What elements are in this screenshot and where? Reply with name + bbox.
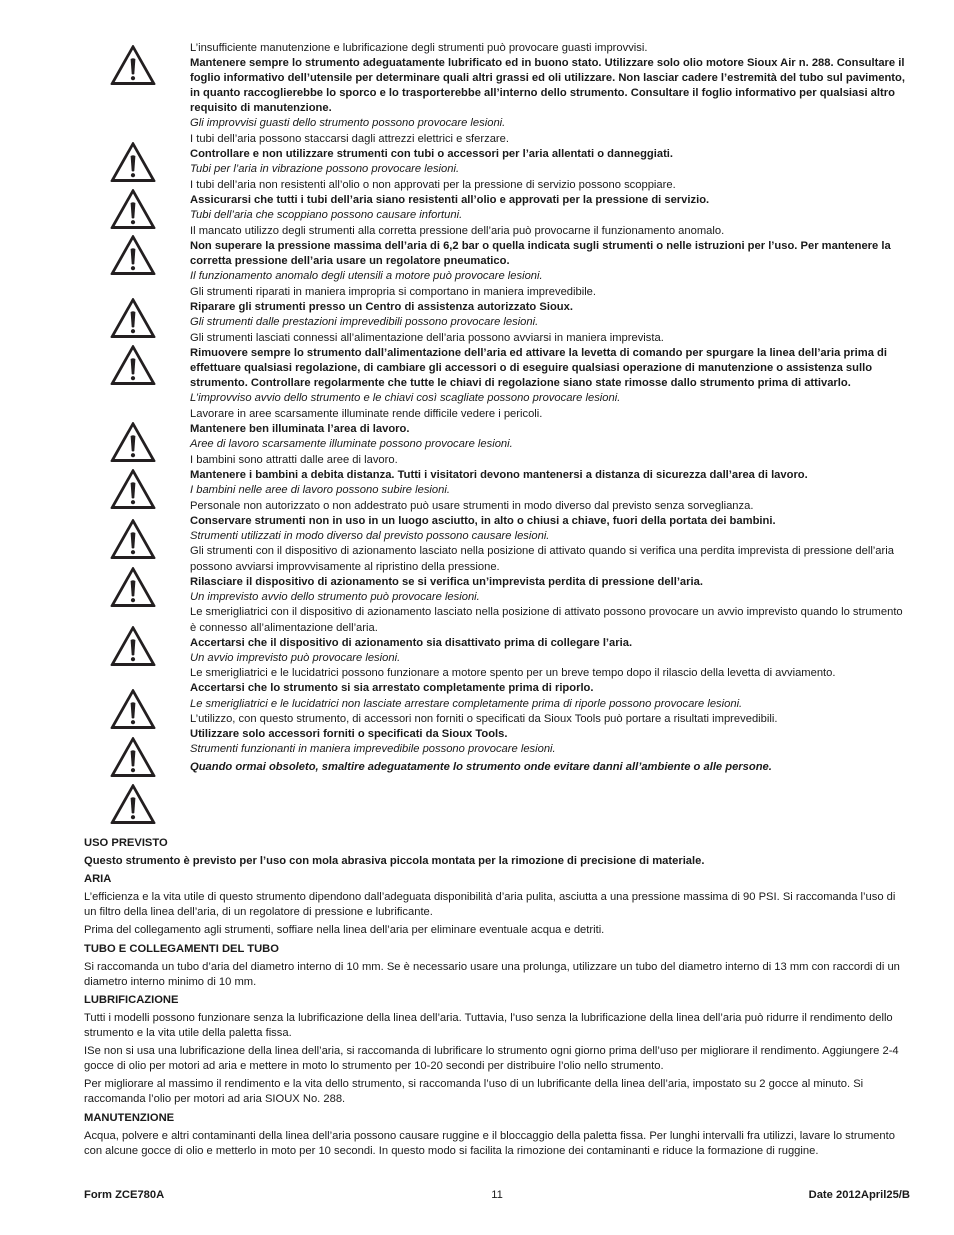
section-heading: LUBRIFICAZIONE (84, 993, 179, 1006)
warning-triangle-icon (110, 518, 156, 560)
warning-action-text: Accertarsi che lo strumento si sia arrestato completamente prima di riporlo. (190, 682, 594, 695)
warning-block (190, 712, 910, 757)
warning-hazard-text: L’utilizzo, con questo strumento, di accessori non forniti o specificati da Sioux Tools può portare a risultati imprevedibili. (190, 713, 778, 726)
warning-hazard-text: Lavorare in aree scarsamente illuminate rende difficile vedere i pericoli. (190, 407, 543, 420)
section-paragraph: Acqua, polvere e altri contaminanti della linea dell’aria possono causare ruggine e il bloccaggio della paletta fissa. Per lunghi intervalli fra utilizzi, lavare lo strumento con alcune gocce di olio e metterlo in moto per 10 secondi. In questo modo si facilita la rimozione dei contaminanti e riduce la formazione di ruggine. (84, 1129, 895, 1157)
warning-block (190, 544, 910, 604)
warning-triangle-icon (110, 141, 156, 183)
warning-triangle-icon (110, 736, 156, 778)
form-number: Form ZCE780A (84, 1189, 165, 1201)
section-uso-previsto (84, 836, 910, 869)
warning-consequence-text: Le smerigliatrici e le lucidatrici non lasciate arrestare completamente prima di riporle possono provocare lesioni. (190, 697, 743, 710)
warning-triangle-icon (110, 421, 156, 463)
section-paragraph: ISe non si usa una lubrificazione della linea dell’aria, si raccomanda di lubrificare lo strumento ogni giorno prima dell’uso per migliorare il rendimento. Aggiungere 2-4 gocce di olio per motori ad aria e mettere in moto lo strumento per 10-20 secondi per distribuire l’olio nello strumento. (84, 1045, 899, 1073)
section-aria (84, 872, 910, 938)
warning-triangle-icon (110, 625, 156, 667)
section-paragraph: Prima del collegamento agli strumenti, soffiare nella linea dell’aria per eliminare eventuale acqua e detriti. (84, 924, 605, 937)
section-paragraph: Per migliorare al massimo il rendimento e la vita dello strumento, si raccomanda l’uso di un lubrificante della linea dell’aria, impostato su 2 gocce al minuto. Si raccomanda l’olio per motori ad aria SIOUX No. 288. (84, 1078, 864, 1106)
warning-block (190, 178, 910, 223)
warning-consequence-text: Gli improvvisi guasti dello strumento possono provocare lesioni. (190, 117, 506, 130)
warning-consequence-text: L’improvviso avvio dello strumento e le chiavi così scagliate possono provocare lesioni. (190, 392, 621, 405)
section-heading: USO PREVISTO (84, 837, 168, 849)
warning-block (190, 407, 910, 452)
warning-block (190, 453, 910, 498)
warning-hazard-text: I bambini sono attratti dalle aree di lavoro. (190, 453, 398, 466)
warning-triangle-icon (110, 344, 156, 386)
page-footer (84, 1189, 910, 1205)
warning-triangle-icon (110, 297, 156, 339)
warning-hazard-text: Gli strumenti lasciati connessi all’alimentazione dell’aria possono avviarsi in maniera imprevista. (190, 331, 664, 344)
warning-action-text: Controllare e non utilizzare strumenti con tubi o accessori per l’aria allentati o danneggiati. (190, 148, 674, 161)
warning-hazard-text: Le smerigliatrici con il dispositivo di azionamento lasciato nella posizione di attivato possono provocare un avvio imprevisto quando lo strumento è connesso all’alimentazione dell’aria. (190, 606, 903, 634)
warning-consequence-text: Gli strumenti dalle prestazioni imprevedibili possono provocare lesioni. (190, 316, 539, 329)
warning-consequence-text: Tubi dell’aria che scoppiano possono causare infortuni. (190, 209, 463, 222)
warning-block (190, 41, 910, 132)
warning-hazard-text: Personale non autorizzato o non addestrato può usare strumenti in modo diverso dal previsto senza sorveglianza. (190, 499, 754, 512)
safety-warnings (190, 41, 910, 786)
warning-hazard-text: Gli strumenti con il dispositivo di azionamento lasciato nella posizione di attivato quando si verifica una perdita imprevista di pressione dell’aria possono avviarsi improvvisamente al ripristino della pressione. (190, 545, 894, 573)
warning-action-text: Conservare strumenti non in uso in un luogo asciutto, in alto o chiusi a chiave, fuori della portata dei bambini. (190, 514, 776, 527)
warning-block (190, 499, 910, 544)
warning-action-text: Mantenere sempre lo strumento adeguatamente lubrificato ed in buono stato. Utilizzare solo olio motore Sioux Air n. 288. Consultare il foglio informativo dell’utensile per determinare quali altri grassi ed oli utilizzare. Non lasciar cadere l’estremità del tubo sul pavimento, in quanto raccoglierebbe lo sporco e lo trasporterebbe all’interno dello strumento. Consultare il foglio informativo per qualsiasi altro requisito di manutenzione. (190, 57, 905, 115)
warning-hazard-text: Le smerigliatrici e le lucidatrici possono funzionare a motore spento per un breve tempo dopo il rilascio della levetta di avviamento. (190, 667, 836, 680)
warning-action-text: Rimuovere sempre lo strumento dall’alimentazione dell’aria ed attivare la levetta di comando per spurgare la linea dell’aria prima di effettuare qualsiasi regolazione, di cambiare gli accessori o di eseguire qualsiasi operazione di manutenzione o assistenza sullo strumento. Controllare regolarmente che tutte le chiavi di regolazione siano state rimosse dallo strumento prima di attivarlo. (190, 346, 887, 390)
section-manutenzione (84, 1111, 910, 1159)
warning-consequence-text: Aree di lavoro scarsamente illuminate possono provocare lesioni. (190, 438, 513, 450)
warning-hazard-text: I tubi dell’aria possono staccarsi dagli attrezzi elettrici e sferzare. (190, 133, 509, 146)
warning-block (190, 666, 910, 711)
instruction-sections (84, 836, 910, 1162)
warning-action-text: Riparare gli strumenti presso un Centro di assistenza autorizzato Sioux. (190, 300, 573, 313)
section-tubo (84, 942, 910, 990)
section-paragraph: Si raccomanda un tubo d’aria del diametro interno di 10 mm. Se è necessario usare una prolunga, utilizzare un tubo del diametro interno di 13 mm con raccordi di un diametro interno minimo di 10 mm. (84, 960, 900, 988)
warning-action-text: Mantenere ben illuminata l’area di lavoro. (190, 422, 410, 435)
section-paragraph: L’efficienza e la vita utile di questo strumento dipendono dall’adeguata disponibilità d’aria pulita, asciutta a una pressione massima di 90 PSI. Si raccomanda l’uso di un filtro della linea dell’aria, di un regolatore di pressione e lubrificante. (84, 891, 896, 919)
section-heading: MANUTENZIONE (84, 1111, 175, 1124)
warning-action-text: Assicurarsi che tutti i tubi dell’aria siano resistenti all’olio e approvati per la pressione di servizio. (190, 194, 710, 207)
disposal-warning-text: Quando ormai obsoleto, smaltire adeguatamente lo strumento onde evitare danni all’ambiente o alle persone. (190, 760, 772, 773)
warning-triangle-icon (110, 188, 156, 230)
warning-consequence-text: Strumenti utilizzati in modo diverso dal previsto possono causare lesioni. (190, 529, 550, 542)
warning-triangle-icon (110, 688, 156, 730)
section-heading: TUBO E COLLEGAMENTI DEL TUBO (84, 942, 279, 955)
warning-action-text: Non superare la pressione massima dell’aria di 6,2 bar o quella indicata sugli strumenti o nelle istruzioni per l’uso. Per mantenere la corretta pressione dell’aria usare un regolatore pneumatico. (190, 240, 891, 268)
section-paragraph: Tutti i modelli possono funzionare senza la lubrificazione della linea dell’aria. Tuttavia, l’uso senza la lubrificazione della linea dell’aria può ridurre il rendimento dello strumento e la vita utile della paletta fissa. (84, 1011, 893, 1040)
warning-block (190, 605, 910, 665)
warning-triangle-icon (110, 468, 156, 510)
warning-block (190, 331, 910, 406)
page-number: 11 (491, 1189, 503, 1201)
warning-triangle-icon (110, 783, 156, 825)
warning-hazard-text: I tubi dell’aria non resistenti all’olio o non approvati per la pressione di servizio possono scoppiare. (190, 179, 676, 192)
warning-action-text: Mantenere i bambini a debita distanza. Tutti i visitatori devono mantenersi a distanza di sicurezza dall’area di lavoro. (190, 468, 808, 481)
warning-triangle-icon (110, 234, 156, 276)
warning-consequence-text: I bambini nelle aree di lavoro possono subire lesioni. (190, 483, 450, 496)
warning-consequence-text: Un imprevisto avvio dello strumento può provocare lesioni. (190, 590, 480, 603)
intended-use-text: Questo strumento è previsto per l’uso con mola abrasiva piccola montata per la rimozione di precisione di materiale. (84, 855, 705, 868)
warning-block (190, 285, 910, 330)
warning-block (190, 132, 910, 177)
warning-action-text: Rilasciare il dispositivo di azionamento se si verifica un’imprevista perdita di pressione dell’aria. (190, 575, 703, 588)
revision-date: Date 2012April25/B (808, 1189, 910, 1201)
section-lubrificazione (84, 993, 910, 1108)
warning-action-text: Accertarsi che il dispositivo di azionamento sia disattivato prima di collegare l’aria. (190, 636, 633, 649)
warning-consequence-text: Strumenti funzionanti in maniera imprevedibile possono provocare lesioni. (190, 743, 556, 756)
section-heading: ARIA (84, 873, 112, 886)
warning-consequence-text: Un avvio imprevisto può provocare lesioni. (190, 651, 401, 664)
warning-icons-column (110, 0, 158, 840)
warning-hazard-text: L’insufficiente manutenzione e lubrificazione degli strumenti può provocare guasti improvvisi. (190, 42, 648, 54)
warning-block (190, 224, 910, 284)
warning-consequence-text: Tubi per l’aria in vibrazione possono provocare lesioni. (190, 163, 460, 176)
warning-triangle-icon (110, 44, 156, 86)
warning-consequence-text: Il funzionamento anomalo degli utensili a motore può provocare lesioni. (190, 270, 543, 283)
warning-hazard-text: Gli strumenti riparati in maniera impropria si comportano in maniera imprevedibile. (190, 285, 597, 298)
warning-hazard-text: Il mancato utilizzo degli strumenti alla corretta pressione dell’aria può provocarne il funzionamento anomalo. (190, 224, 725, 237)
warning-triangle-icon (110, 566, 156, 608)
warning-action-text: Utilizzare solo accessori forniti o specificati da Sioux Tools. (190, 728, 508, 741)
